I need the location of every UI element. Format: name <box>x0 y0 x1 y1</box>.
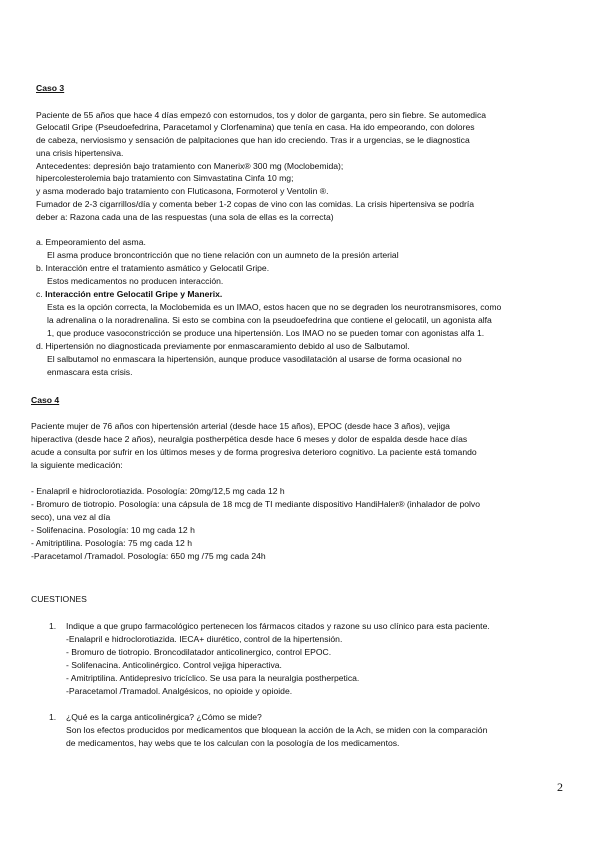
caso3-intro-line: y asma moderado bajo tratamiento con Fluticasona, Formoterol y Ventolin ®. <box>36 186 329 196</box>
question-2-text: ¿Qué es la carga anticolinérgica? ¿Cómo se mide? <box>66 712 262 722</box>
caso4-intro-line: Paciente mujer de 76 años con hipertensión arterial (desde hace 15 años), EPOC (desde hace 3 años), vejiga <box>31 421 450 431</box>
caso4-heading: Caso 4 <box>31 395 60 405</box>
option-c-explanation: Esta es la opción correcta, la Moclobemida es un IMAO, estos hacen que no se degraden los neurotransmisores, como <box>47 302 502 312</box>
question-2-answer: de medicamentos, hay webs que te los calculan con la posología de los medicamentos. <box>66 738 400 748</box>
option-c-prefix: c. <box>36 289 46 299</box>
medication-item: - Amitriptilina. Posología: 75 mg cada 12 h <box>31 538 192 548</box>
option-c-explanation: 1, que produce vasoconstricción se produce una hipertensión. Los IMAO no se pueden tomar con agonistas alfa 1. <box>47 328 485 338</box>
caso3-intro-line: Fumador de 2-3 cigarrillos/día y comenta beber 1-2 copas de vino con las comidas. La crisis hipertensiva se podría <box>36 199 475 209</box>
cuestiones-heading: CUESTIONES <box>31 594 87 604</box>
question-1-answer: -Enalapril e hidroclorotiazida. IECA+ diurético, control de la hipertensión. <box>66 634 343 644</box>
option-c-title: Interacción entre Gelocatil Gripe y Manerix. <box>45 289 223 299</box>
medication-item: - Enalapril e hidroclorotiazida. Posología: 20mg/12,5 mg cada 12 h <box>31 486 285 496</box>
option-c-label <box>36 289 222 300</box>
caso3-intro-line: deber a: Razona cada una de las respuestas (una sola de ellas es la correcta) <box>36 212 334 222</box>
option-c-explanation: la adrenalina o la noradrenalina. Si esto se combina con la pseudoefedrina que contiene el gelocatil, un agonista alfa <box>47 315 492 325</box>
question-1-text: Indique a que grupo farmacológico pertenecen los fármacos citados y razone su uso clínico para esta paciente. <box>66 621 490 631</box>
question-1-number: 1. <box>49 621 57 631</box>
option-a-explanation: El asma produce broncontricción que no tiene relación con un aumneto de la presión arterial <box>47 250 399 260</box>
caso3-intro-line: Gelocatil Gripe (Pseudoefedrina, Paracetamol y Clorfenamina) que tenía en casa. Ha ido empeorando, con dolores <box>36 122 475 132</box>
option-d-explanation: El salbutamol no enmascara la hipertensión, aunque produce vasodilatación al usarse de forma ocasional no <box>47 354 462 364</box>
option-b-explanation: Estos medicamentos no producen interacción. <box>47 276 224 286</box>
question-2-number: 1. <box>49 712 57 722</box>
question-2-answer: Son los efectos producidos por medicamentos que bloquean la acción de la Ach, se miden con la comparación <box>66 725 488 735</box>
caso4-intro-line: acude a consulta por sufrir en los últimos meses y de forma progresiva deterioro cognitivo. La paciente está tomando <box>31 447 477 457</box>
caso3-intro-line: hipercolesterolemia bajo tratamiento con Simvastatina Cinfa 10 mg; <box>36 173 294 183</box>
question-1-answer: - Solifenacina. Anticolinérgico. Control vejiga hiperactiva. <box>66 660 282 670</box>
medication-item: - Bromuro de tiotropio. Posología: una cápsula de 18 mcg de TI mediante dispositivo HandiHaler® (inhalador de polvo <box>31 499 481 509</box>
caso3-intro-line: Paciente de 55 años que hace 4 días empezó con estornudos, tos y dolor de garganta, pero sin fiebre. Se automedica <box>36 110 487 120</box>
medication-item: -Paracetamol /Tramadol. Posología: 650 mg /75 mg cada 24h <box>31 551 266 561</box>
caso3-intro-line: de cabeza, nerviosismo y sensación de palpitaciones que han ido creciendo. Tras ir a urgencias, se le diagnostica <box>36 135 470 145</box>
question-1-answer: - Bromuro de tiotropio. Broncodilatador anticolinergico, control EPOC. <box>66 647 332 657</box>
option-a-label: a. Empeoramiento del asma. <box>36 237 146 247</box>
question-1-answer: - Amitriptilina. Antidepresivo tricíclico. Se usa para la neuralgia postherpetica. <box>66 673 360 683</box>
caso3-heading: Caso 3 <box>36 83 65 93</box>
medication-item: - Solifenacina. Posología: 10 mg cada 12 h <box>31 525 195 535</box>
page-number: 2 <box>557 780 563 794</box>
caso4-intro-line: la siguiente medicación: <box>31 460 123 470</box>
option-d-explanation: enmascara esta crisis. <box>47 367 133 377</box>
caso3-intro-line: Antecedentes: depresión bajo tratamiento con Manerix® 300 mg (Moclobemida); <box>36 161 344 171</box>
caso3-intro-line: una crisis hipertensiva. <box>36 148 124 158</box>
question-1-answer: -Paracetamol /Tramadol. Analgésicos, no opioide y opioide. <box>66 686 293 696</box>
medication-item: seco), una vez al día <box>31 512 111 522</box>
option-b-label: b. Interacción entre el tratamiento asmático y Gelocatil Gripe. <box>36 263 270 273</box>
caso4-intro-line: hiperactiva (desde hace 2 años), neuralgia postherpética desde hace 6 meses y dolor de espalda desde hace días <box>31 434 468 444</box>
option-d-label: d. Hipertensión no diagnosticada previamente por enmascaramiento debido al uso de Salbutamol. <box>36 341 410 351</box>
